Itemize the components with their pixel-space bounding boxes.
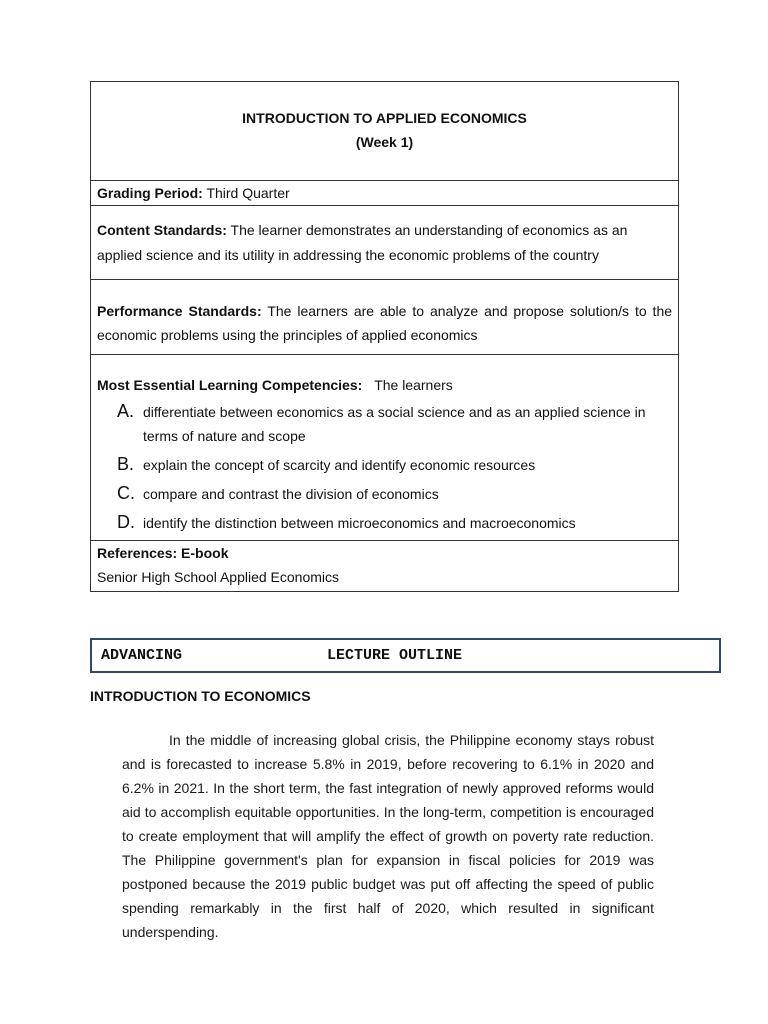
competency-text: explain the concept of scarcity and identify economic resources: [143, 457, 536, 473]
content-standards-text: The learner demonstrates an understanding of economics as an applied science and its utility in addressing the economic problems of the country: [97, 222, 628, 263]
week-label: (Week 1): [355, 134, 414, 150]
content-standards-label: Content Standards:: [97, 222, 227, 238]
competency-text: identify the distinction between microeconomics and macroeconomics: [143, 515, 576, 531]
grading-period-row: [91, 181, 678, 206]
competency-letter: C.: [117, 483, 135, 503]
references-row: [91, 541, 678, 591]
competencies-list: [117, 399, 672, 535]
competency-item: [117, 481, 672, 506]
content-standards-row: [91, 206, 678, 280]
advancing-label: ADVANCING: [101, 647, 183, 664]
competency-item: [117, 452, 672, 477]
competencies-heading: [97, 373, 672, 397]
competency-text: differentiate between economics as a social science and as an applied science in terms of nature and scope: [143, 404, 646, 444]
performance-standards-label: Performance Standards:: [97, 303, 262, 319]
section-heading: INTRODUCTION TO ECONOMICS: [90, 688, 311, 704]
references-label: References: E-book: [97, 545, 229, 561]
grading-period-label: Grading Period:: [97, 185, 203, 201]
competency-letter: A.: [117, 401, 135, 421]
course-info-table: [90, 81, 679, 592]
competency-letter: D.: [117, 512, 135, 532]
competencies-row: [91, 355, 678, 541]
competency-text: compare and contrast the division of economics: [143, 486, 439, 502]
lecture-outline-label: LECTURE OUTLINE: [327, 647, 463, 664]
title-row: [91, 82, 678, 181]
body-paragraph: In the middle of increasing global crisis, the Philippine economy stays robust and is forecasted to increase 5.8% in 2019, before recovering to 6.1% in 2020 and 6.2% in 2021. In the short term, the fast integration of newly approved reforms would aid to accomplish equitable opportunities. In the long-term, competition is encouraged to create employment that will amplify the effect of growth on poverty rate reduction. The Philippine government's plan for expansion in fiscal policies for 2019 was postponed because the 2019 public budget was put off affecting the speed of public spending remarkably in the first half of 2020, which resulted in significant underspending.: [122, 732, 654, 940]
performance-standards-text: The learners are able to analyze and propose solution/s to the economic problems using the principles of applied economics: [97, 303, 673, 343]
competency-letter: B.: [117, 454, 135, 474]
competencies-label: Most Essential Learning Competencies:: [97, 377, 363, 393]
grading-period-value: Third Quarter: [206, 185, 290, 201]
references-value: Senior High School Applied Economics: [97, 569, 340, 585]
competency-item: [117, 510, 672, 535]
advancing-lecture-outline-box: [90, 638, 721, 673]
competency-item: [117, 399, 672, 448]
competencies-lead: The learners: [374, 377, 453, 393]
course-title: INTRODUCTION TO APPLIED ECONOMICS: [242, 110, 527, 126]
performance-standards-row: [91, 280, 678, 355]
